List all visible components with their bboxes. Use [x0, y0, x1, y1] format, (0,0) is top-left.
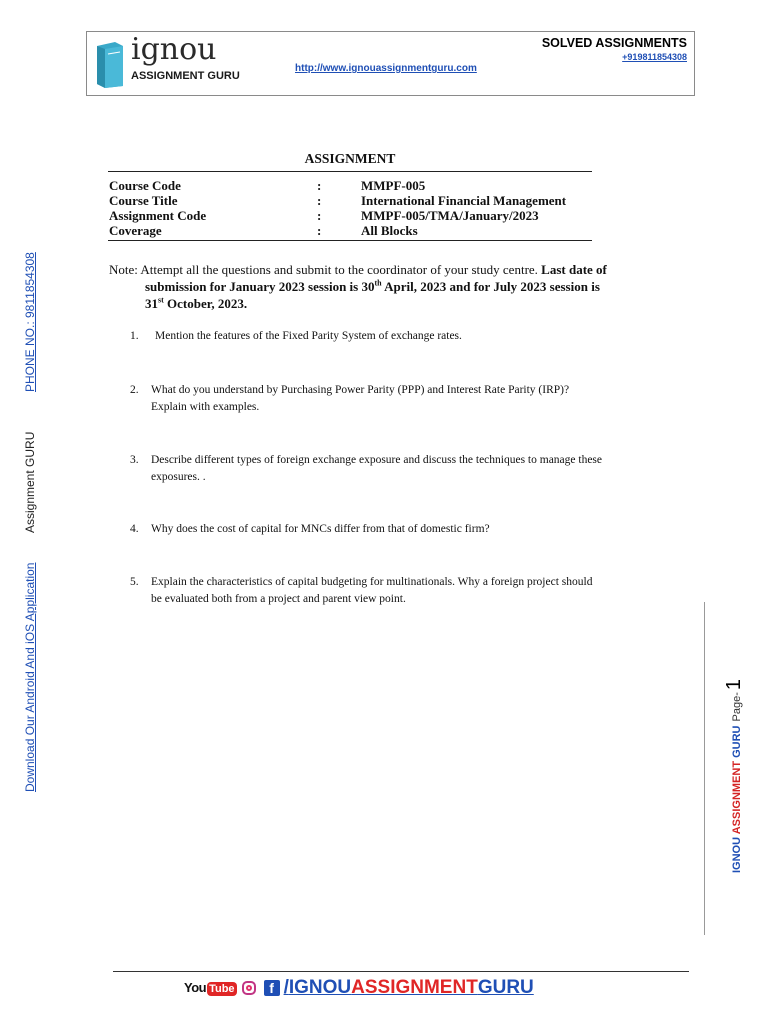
- facebook-icon[interactable]: [264, 980, 280, 996]
- note-deadline-line3: 31: [145, 296, 158, 311]
- side-app-download-link[interactable]: Download Our Android And iOS Application: [23, 562, 37, 792]
- meta-label: Course Code: [109, 178, 181, 193]
- question-line: exposures. .: [151, 471, 206, 483]
- youtube-you-text: You: [184, 980, 207, 995]
- page-label-assignment: ASSIGNMENT: [731, 760, 743, 837]
- meta-colon: :: [317, 178, 322, 193]
- page-label-ignou: IGNOU: [731, 836, 743, 873]
- question-line: be evaluated both from a project and parent view point.: [151, 593, 406, 605]
- note-deadline-line2: submission for January 2023 session is 30: [145, 279, 375, 294]
- question-number: 1.: [130, 330, 139, 342]
- meta-colon: :: [317, 223, 322, 238]
- submission-note: [109, 261, 669, 312]
- handle-guru: GURU: [477, 977, 534, 998]
- logo-wordmark: ignou: [131, 32, 217, 67]
- youtube-tube-text: Tube: [209, 983, 235, 995]
- page-number: 1: [723, 679, 745, 691]
- side-phone-link[interactable]: PHONE NO.: 9811854308: [23, 252, 37, 392]
- instagram-icon[interactable]: [242, 981, 256, 995]
- footer-rule: [113, 971, 689, 972]
- question-number: 4.: [130, 523, 139, 535]
- youtube-icon[interactable]: [184, 979, 237, 997]
- right-margin-rule: [704, 602, 705, 935]
- handle-assignment: ASSIGNMENT: [351, 977, 478, 998]
- side-brand-text: Assignment GURU: [23, 431, 37, 533]
- handle-ignou: IGNOU: [288, 977, 352, 998]
- note-text: Note: Attempt all the questions and submit to the coordinator of your study centre.: [109, 262, 538, 277]
- question-number: 3.: [130, 454, 139, 466]
- header-box: [86, 31, 695, 96]
- question-text: [155, 328, 670, 345]
- question-text: [151, 521, 666, 538]
- meta-colon: :: [317, 208, 322, 223]
- question-line: Explain with examples.: [151, 401, 260, 413]
- social-footer: [184, 976, 534, 1000]
- assignment-heading: ASSIGNMENT: [304, 151, 396, 166]
- handle-slash: /: [283, 977, 289, 998]
- meta-bottom-rule: [108, 240, 592, 241]
- page-label: Page-: [731, 692, 743, 722]
- header-phone-link[interactable]: +919811854308: [622, 52, 687, 62]
- note-deadline-line2b: April, 2023 and for July 2023 session is: [381, 279, 600, 294]
- ignou-logo: [95, 32, 245, 90]
- question-line: Mention the features of the Fixed Parity System of exchange rates.: [155, 330, 462, 342]
- note-deadline-line3b: October, 2023.: [163, 296, 248, 311]
- question-text: [151, 452, 666, 486]
- book-logo-icon: [95, 40, 125, 88]
- meta-value: All Blocks: [361, 223, 418, 238]
- question-number: 5.: [130, 576, 139, 588]
- meta-label: Coverage: [109, 223, 162, 238]
- question-text: [151, 382, 666, 416]
- social-handle-link[interactable]: [284, 977, 534, 999]
- meta-value: International Financial Management: [361, 193, 567, 208]
- website-link[interactable]: http://www.ignouassignmentguru.com: [295, 63, 477, 74]
- page-label-guru: GURU: [731, 725, 743, 761]
- meta-colon: :: [317, 193, 322, 208]
- meta-value: MMPF-005: [361, 178, 426, 193]
- meta-top-rule: [108, 171, 592, 172]
- question-text: [151, 574, 666, 608]
- meta-label: Assignment Code: [109, 208, 207, 223]
- question-line: What do you understand by Purchasing Power Parity (PPP) and Interest Rate Parity (IRP)?: [151, 384, 570, 396]
- question-line: Why does the cost of capital for MNCs differ from that of domestic firm?: [151, 523, 490, 535]
- note-deadline-start: Last date of: [541, 262, 607, 277]
- header-title: SOLVED ASSIGNMENTS: [541, 36, 687, 50]
- logo-subtitle: ASSIGNMENT GURU: [131, 70, 240, 82]
- note-sup-st: st: [158, 295, 164, 305]
- question-line: Explain the characteristics of capital budgeting for multinationals. Why a foreign project should: [151, 576, 593, 588]
- question-number: 2.: [130, 384, 139, 396]
- facebook-letter: f: [269, 980, 274, 996]
- note-sup-th: th: [374, 278, 382, 288]
- page-footer-label: [723, 679, 746, 873]
- meta-label: Course Title: [109, 193, 178, 208]
- meta-value: MMPF-005/TMA/January/2023: [361, 208, 539, 223]
- question-line: Describe different types of foreign exchange exposure and discuss the techniques to manage these: [151, 454, 603, 466]
